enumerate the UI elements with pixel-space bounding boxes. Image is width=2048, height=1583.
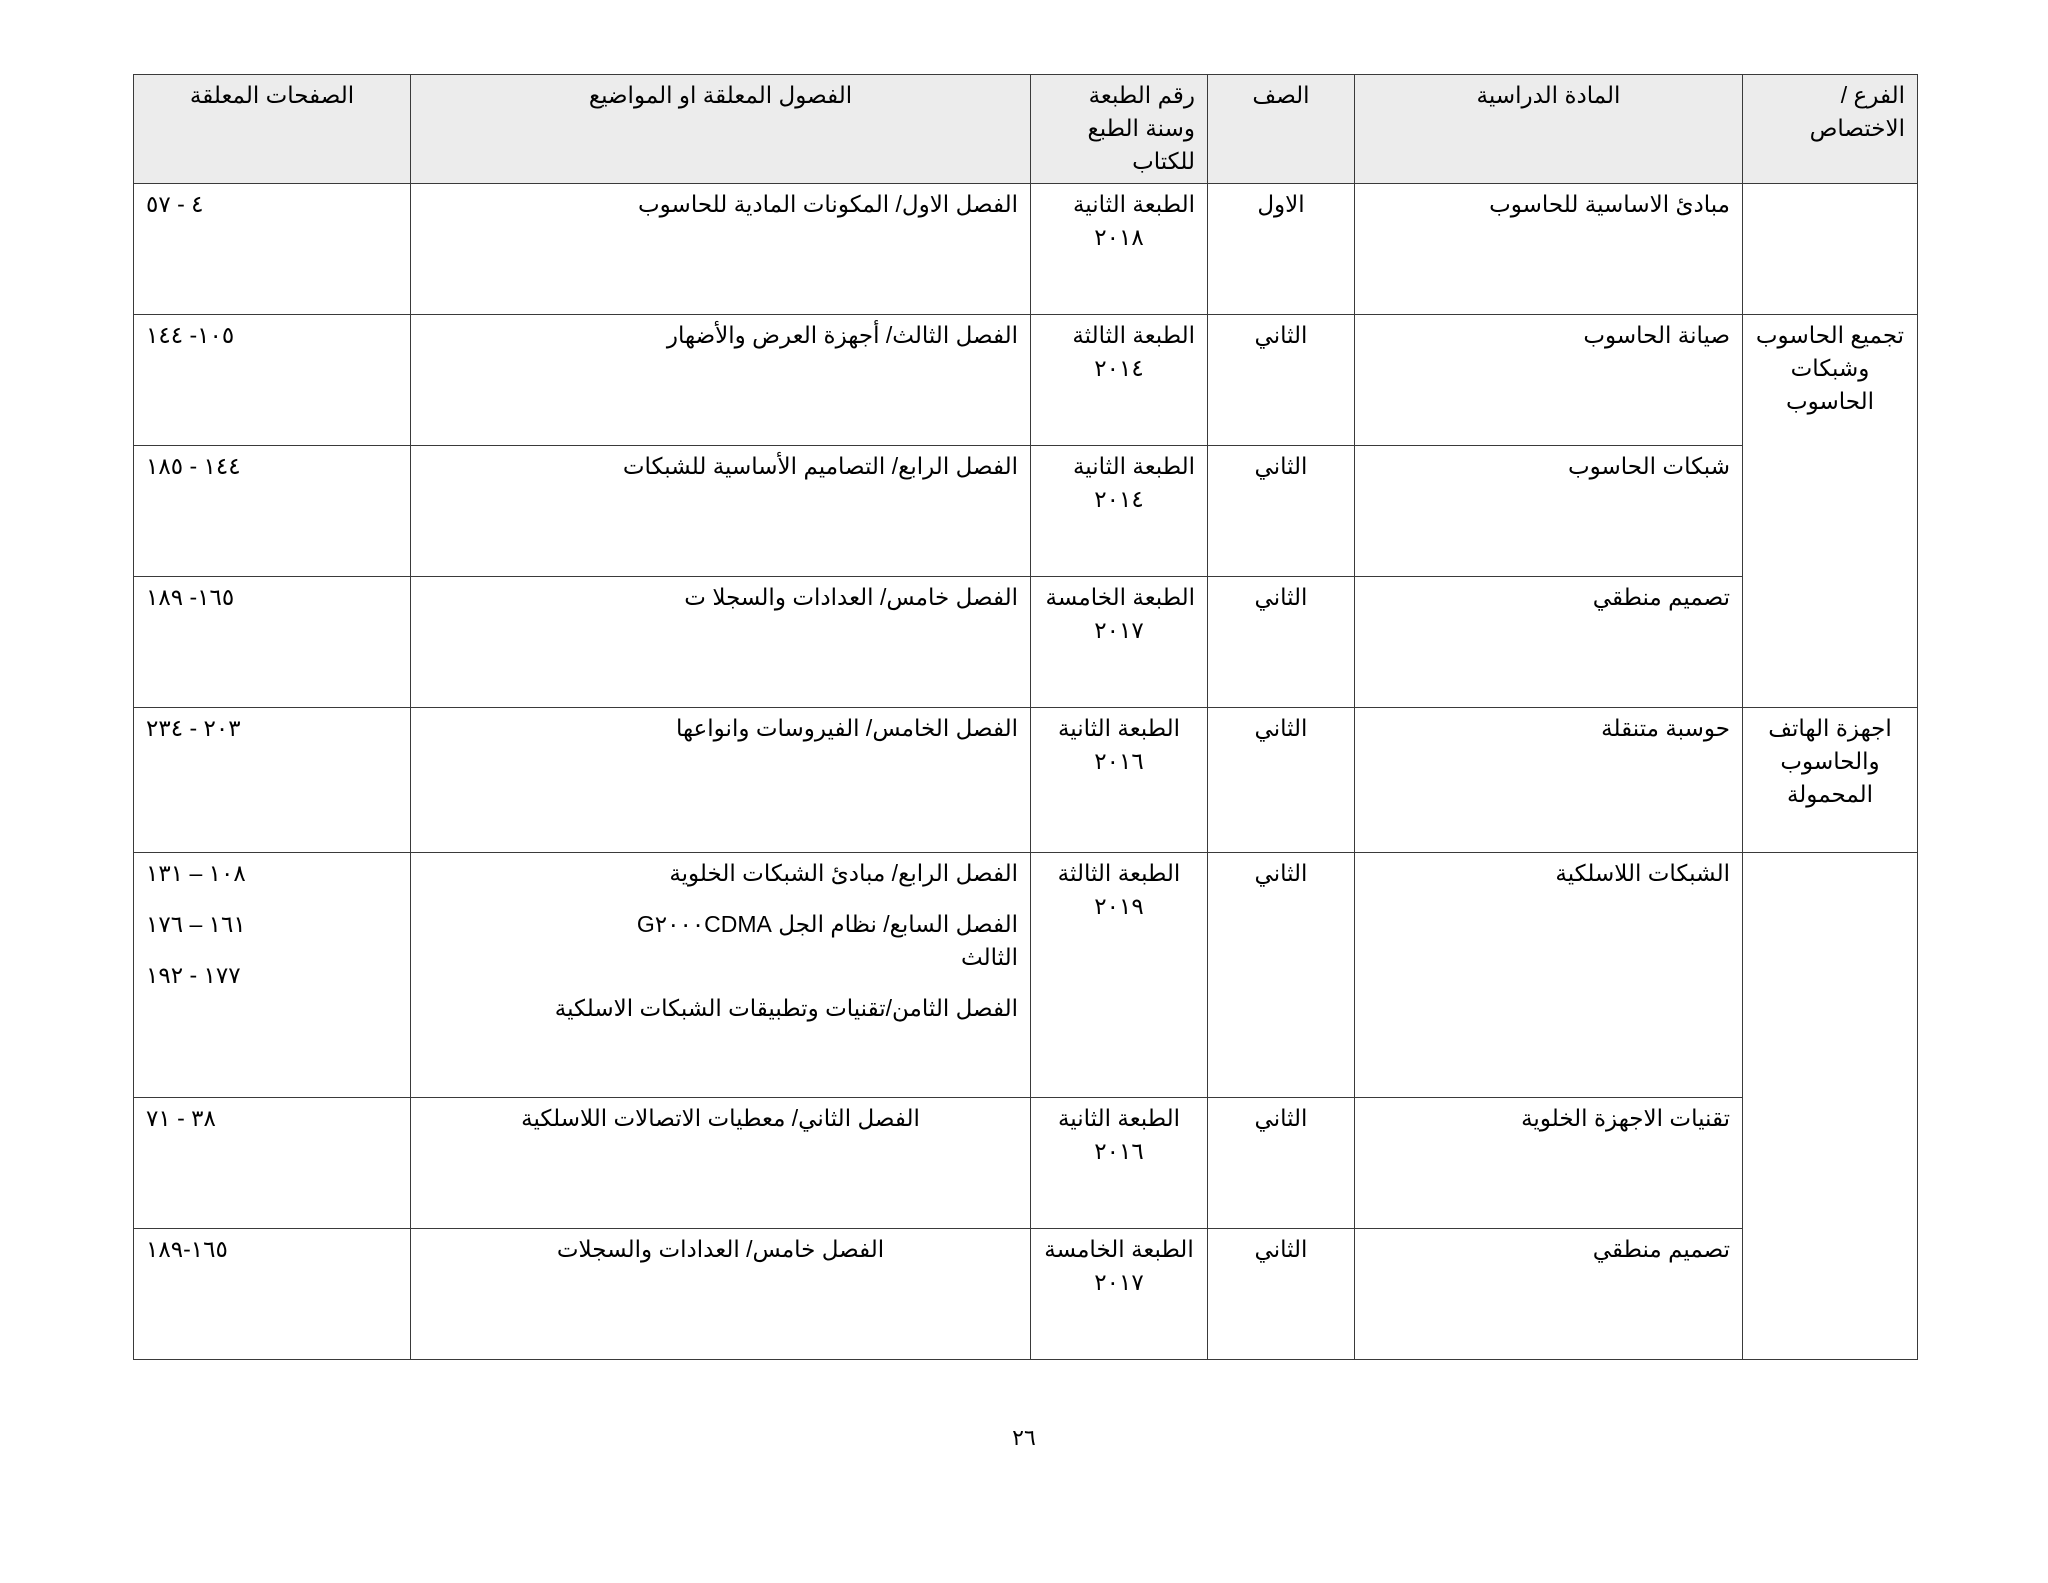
edition-year: ٢٠١٤ bbox=[1094, 355, 1144, 381]
grade-cell: الثاني bbox=[1208, 446, 1355, 577]
chapters-cell bbox=[411, 577, 1031, 708]
table-row bbox=[134, 853, 1918, 1098]
edition-cell bbox=[1031, 577, 1208, 708]
edition-label: الطبعة الثالثة bbox=[1057, 860, 1181, 886]
pages-range: ٢٠٣ - ٢٣٤ bbox=[146, 715, 241, 741]
pages-range: ٣٨ - ٧١ bbox=[146, 1105, 216, 1131]
edition-year: ٢٠١٦ bbox=[1094, 1138, 1144, 1164]
edition-cell bbox=[1031, 853, 1208, 1098]
chapter-item: الفصل الرابع/ التصاميم الأساسية للشبكات bbox=[622, 453, 1018, 479]
edition-year: ٢٠١٤ bbox=[1094, 486, 1144, 512]
pages-range: ١٦٥- ١٨٩ bbox=[146, 584, 235, 610]
pages-range: ١٤٤ - ١٨٥ bbox=[146, 453, 241, 479]
pages-range: ١٦٥-١٨٩ bbox=[146, 1236, 228, 1262]
chapter-item: الفصل خامس/ العدادات والسجلات bbox=[556, 1236, 885, 1262]
branch-cell-empty bbox=[1743, 184, 1918, 315]
chapters-cell bbox=[411, 184, 1031, 315]
table-row bbox=[134, 446, 1918, 577]
grade-cell: الثاني bbox=[1208, 315, 1355, 446]
grade-cell: الثاني bbox=[1208, 1229, 1355, 1360]
chapters-cell bbox=[411, 315, 1031, 446]
pages-range: ١٠٥- ١٤٤ bbox=[146, 322, 235, 348]
edition-cell bbox=[1031, 315, 1208, 446]
edition-label: الطبعة الثالثة bbox=[1072, 322, 1195, 348]
header-chapters: الفصول المعلقة او المواضيع bbox=[411, 75, 1031, 184]
header-subject: المادة الدراسية bbox=[1355, 75, 1743, 184]
curriculum-table bbox=[133, 74, 1918, 1360]
chapter-item: الفصل الاول/ المكونات المادية للحاسوب bbox=[638, 191, 1018, 217]
subject-cell: تصميم منطقي bbox=[1355, 1229, 1743, 1360]
subject-cell: مبادئ الاساسية للحاسوب bbox=[1355, 184, 1743, 315]
subject-cell: تصميم منطقي bbox=[1355, 577, 1743, 708]
subject-cell: تقنيات الاجهزة الخلوية bbox=[1355, 1098, 1743, 1229]
chapters-cell bbox=[411, 446, 1031, 577]
chapter-item: الفصل الثامن/تقنيات وتطبيقات الشبكات الاسلكية bbox=[554, 995, 1018, 1021]
pages-cell bbox=[134, 446, 411, 577]
grade-cell: الاول bbox=[1208, 184, 1355, 315]
edition-cell bbox=[1031, 1229, 1208, 1360]
edition-year: ٢٠١٧ bbox=[1094, 617, 1144, 643]
page-number: ٢٦ bbox=[1012, 1425, 1036, 1450]
edition-year: ٢٠١٧ bbox=[1094, 1269, 1144, 1295]
edition-label: الطبعة الثانية bbox=[1057, 1105, 1181, 1131]
edition-cell bbox=[1031, 184, 1208, 315]
edition-cell bbox=[1031, 446, 1208, 577]
table-row bbox=[134, 708, 1918, 853]
edition-cell bbox=[1031, 1098, 1208, 1229]
chapter-item: الفصل السابع/ نظام الجل G٢٠٠٠CDMA bbox=[636, 911, 1018, 937]
chapters-cell bbox=[411, 853, 1031, 1098]
branch-cell-empty bbox=[1743, 853, 1918, 1360]
chapters-cell bbox=[411, 708, 1031, 853]
pages-cell bbox=[134, 1098, 411, 1229]
chapters-cell bbox=[411, 1229, 1031, 1360]
pages-cell bbox=[134, 577, 411, 708]
chapter-item: الفصل الثالث/ أجهزة العرض والأضهار bbox=[666, 322, 1018, 348]
table-row bbox=[134, 1098, 1918, 1229]
edition-label: الطبعة الثانية bbox=[1072, 191, 1195, 217]
table-row bbox=[134, 184, 1918, 315]
edition-year: ٢٠١٦ bbox=[1094, 748, 1144, 774]
pages-cell bbox=[134, 184, 411, 315]
grade-cell: الثاني bbox=[1208, 1098, 1355, 1229]
edition-label: الطبعة الثانية bbox=[1072, 453, 1195, 479]
subject-cell: الشبكات اللاسلكية bbox=[1355, 853, 1743, 1098]
edition-cell bbox=[1031, 708, 1208, 853]
pages-cell bbox=[134, 1229, 411, 1360]
chapter-item-continuation: الثالث bbox=[961, 944, 1018, 970]
grade-cell: الثاني bbox=[1208, 708, 1355, 853]
pages-range: ١٦١ – ١٧٦ bbox=[146, 911, 246, 937]
table-row bbox=[134, 315, 1918, 446]
table-row bbox=[134, 1229, 1918, 1360]
edition-label: الطبعة الخامسة bbox=[1045, 584, 1195, 610]
header-edition: رقم الطبعة وسنة الطبع للكتاب bbox=[1031, 75, 1208, 184]
chapter-item: الفصل الخامس/ الفيروسات وانواعها bbox=[675, 715, 1018, 741]
edition-year: ٢٠١٩ bbox=[1094, 893, 1144, 919]
header-row bbox=[134, 75, 1918, 184]
pages-range: ١٧٧ - ١٩٢ bbox=[146, 962, 241, 988]
grade-cell: الثاني bbox=[1208, 577, 1355, 708]
branch-cell: تجميع الحاسوب وشبكات الحاسوب bbox=[1743, 315, 1918, 708]
header-pages: الصفحات المعلقة bbox=[134, 75, 411, 184]
subject-cell: حوسبة متنقلة bbox=[1355, 708, 1743, 853]
pages-cell bbox=[134, 708, 411, 853]
pages-range: ٤ - ٥٧ bbox=[146, 191, 204, 217]
pages-cell bbox=[134, 315, 411, 446]
grade-cell: الثاني bbox=[1208, 853, 1355, 1098]
table-row bbox=[134, 577, 1918, 708]
edition-label: الطبعة الثانية bbox=[1057, 715, 1181, 741]
chapter-item: الفصل خامس/ العدادات والسجلا ت bbox=[684, 584, 1018, 610]
edition-year: ٢٠١٨ bbox=[1094, 224, 1144, 250]
edition-label: الطبعة الخامسة bbox=[1044, 1236, 1194, 1262]
subject-cell: صيانة الحاسوب bbox=[1355, 315, 1743, 446]
pages-range: ١٠٨ – ١٣١ bbox=[146, 860, 246, 886]
header-branch: الفرع / الاختصاص bbox=[1743, 75, 1918, 184]
subject-cell: شبكات الحاسوب bbox=[1355, 446, 1743, 577]
pages-cell bbox=[134, 853, 411, 1098]
branch-cell: اجهزة الهاتف والحاسوب المحمولة bbox=[1743, 708, 1918, 853]
chapter-item: الفصل الرابع/ مبادئ الشبكات الخلوية bbox=[669, 860, 1018, 886]
chapter-item: الفصل الثاني/ معطيات الاتصالات اللاسلكية bbox=[521, 1105, 920, 1131]
chapters-cell bbox=[411, 1098, 1031, 1229]
header-grade: الصف bbox=[1208, 75, 1355, 184]
